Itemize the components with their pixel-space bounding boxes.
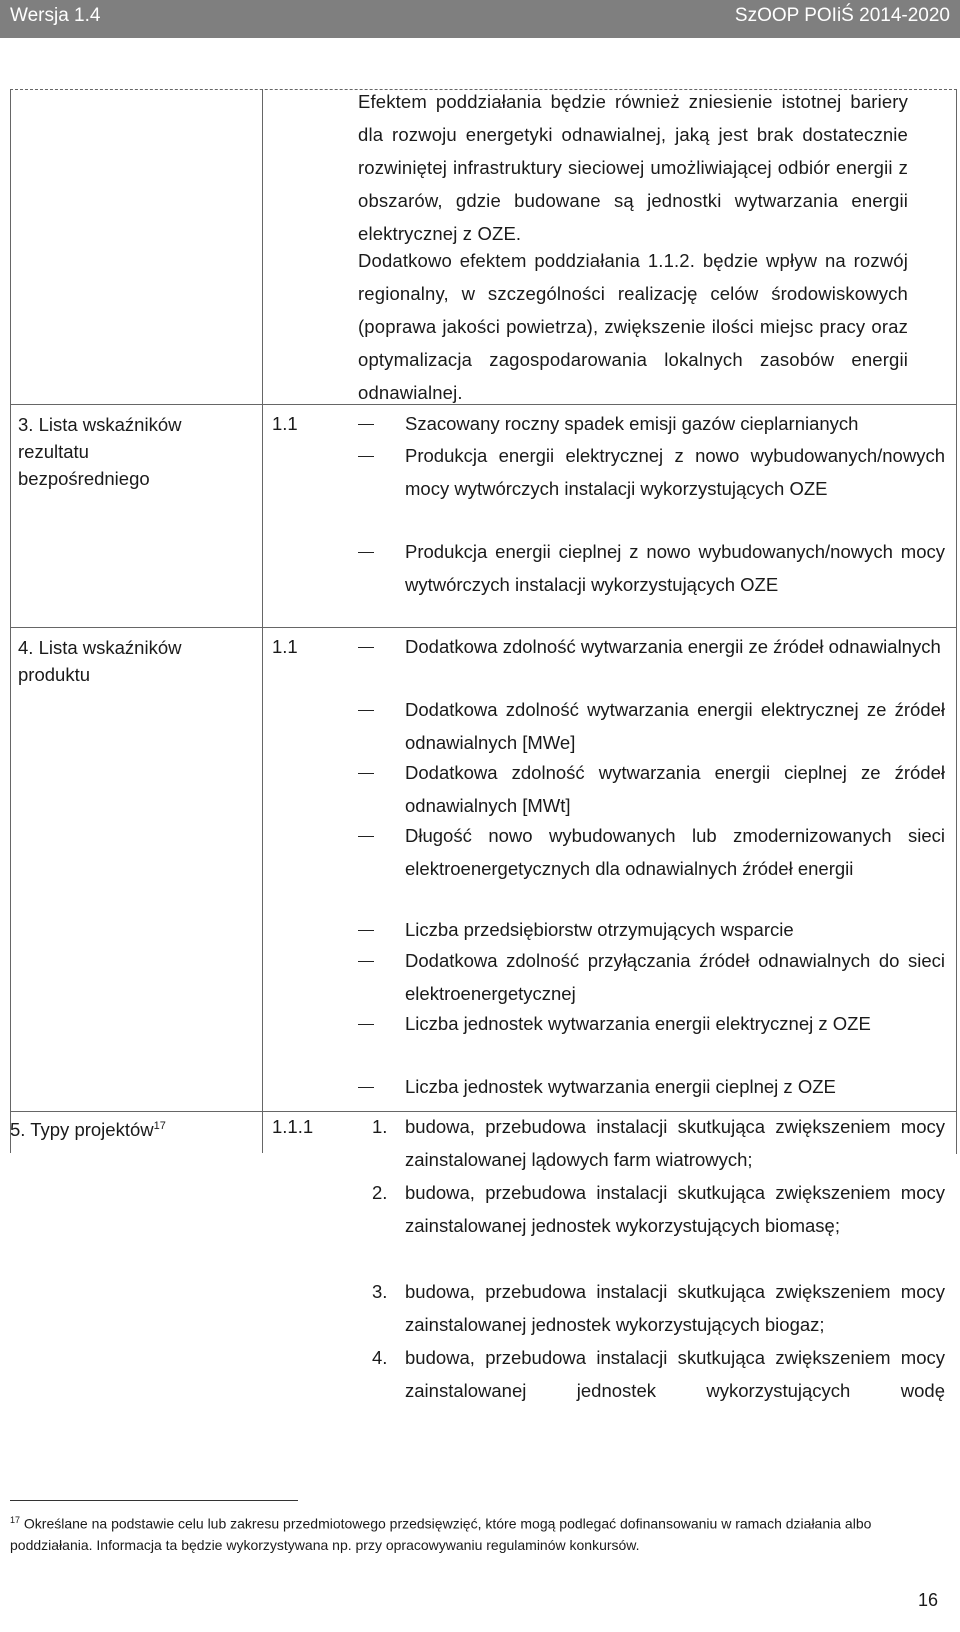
dash-bullet — [358, 1087, 374, 1088]
footnote-mark: 17 — [10, 1515, 21, 1525]
list-item: budowa, przebudowa instalacji skutkująca zwiększeniem mocy zainstalowanej jednostek wykorzystujących biogaz; — [405, 1281, 945, 1335]
section-number: 1.1 — [272, 413, 298, 434]
footnote-text: Określane na podstawie celu lub zakresu przedmiotowego przedsięwzięć, które mogą podlegać dofinansowaniu w ramach działania albo poddziałania. Informacja ta będzie wykorzystywana np. przy opracowywaniu regulaminów konkursów. — [10, 1515, 872, 1553]
intro-paragraph-1: Efektem poddziałania będzie również zniesienie istotnej bariery dla rozwoju energetyki odnawialnej, jaką jest brak dostatecznie rozwiniętej infrastruktury sieciowej umożliwiającej odbiór energii z obszarów, gdzie budowane są jednostki wytwarzania energii elektrycznej z OZE. — [358, 91, 908, 244]
page-number: 16 — [917, 1590, 938, 1610]
row-divider — [10, 627, 956, 628]
list-item-number: 1. — [372, 1116, 388, 1137]
table-column-divider — [262, 89, 263, 1153]
section-label-text: 5. Typy projektów — [10, 1119, 154, 1141]
list-item: budowa, przebudowa instalacji skutkująca zwiększeniem mocy zainstalowanej lądowych farm wiatrowych; — [405, 1116, 945, 1170]
list-item: budowa, przebudowa instalacji skutkująca zwiększeniem mocy zainstalowanej jednostek wykorzystujących biomasę; — [405, 1182, 945, 1236]
list-item: budowa, przebudowa instalacji skutkująca zwiększeniem mocy zainstalowanej jednostek wykorzystujących wodę — [405, 1347, 945, 1401]
section-label-product-indicators: 4. Lista wskaźników produktu — [18, 637, 182, 685]
document-version: Wersja 1.4 — [10, 5, 101, 26]
indicator-item: Liczba przedsiębiorstw otrzymujących wsparcie — [405, 919, 794, 940]
footnote-separator — [10, 1500, 298, 1501]
indicator-item: Produkcja energii elektrycznej z nowo wybudowanych/nowych mocy wytwórczych instalacji wykorzystujących OZE — [405, 445, 945, 499]
dash-bullet — [358, 961, 374, 962]
dash-bullet — [358, 710, 374, 711]
dash-bullet — [358, 773, 374, 774]
indicator-item: Szacowany roczny spadek emisji gazów cieplarnianych — [405, 413, 859, 434]
dash-bullet — [358, 552, 374, 553]
section-label-project-types — [10, 1113, 166, 1143]
section-number: 1.1 — [272, 636, 298, 657]
dash-bullet — [358, 836, 374, 837]
dash-bullet — [358, 647, 374, 648]
indicator-item: Liczba jednostek wytwarzania energii cieplnej z OZE — [405, 1076, 836, 1097]
indicator-item: Dodatkowa zdolność wytwarzania energii elektrycznej ze źródeł odnawialnych [MWe] — [405, 699, 945, 753]
footnote-reference[interactable]: 17 — [153, 1120, 166, 1132]
dash-bullet — [358, 424, 374, 425]
section-label-result-indicators: 3. Lista wskaźników rezultatu bezpośredniego — [18, 414, 182, 489]
dash-bullet — [358, 456, 374, 457]
document-title: SzOOP POIiŚ 2014-2020 — [734, 5, 950, 26]
section-number: 1.1.1 — [272, 1116, 314, 1137]
indicator-item: Liczba jednostek wytwarzania energii elektrycznej z OZE — [405, 1013, 871, 1034]
dash-bullet — [358, 1024, 374, 1025]
dash-bullet — [358, 930, 374, 931]
page-header — [0, 0, 960, 38]
indicator-item: Dodatkowa zdolność wytwarzania energii cieplnej ze źródeł odnawialnych [MWt] — [405, 762, 945, 816]
indicator-item: Długość nowo wybudowanych lub zmodernizowanych sieci elektroenergetycznych dla odnawialnych źródeł energii — [405, 825, 945, 879]
indicator-item: Dodatkowa zdolność przyłączania źródeł odnawialnych do sieci elektroenergetycznej — [405, 950, 945, 1004]
footnote — [10, 1510, 950, 1556]
list-item-number: 3. — [372, 1281, 388, 1302]
list-item-number: 4. — [372, 1347, 388, 1368]
intro-paragraph-2: Dodatkowo efektem poddziałania 1.1.2. będzie wpływ na rozwój regionalny, w szczególności realizację celów środowiskowych (poprawa jakości powietrza), zwiększenie ilości miejsc pracy oraz optymalizacja zagospodarowania lokalnych zasobów energii odnawialnej. — [358, 250, 908, 403]
list-item-number: 2. — [372, 1182, 388, 1203]
indicator-item: Dodatkowa zdolność wytwarzania energii ze źródeł odnawialnych — [405, 636, 941, 657]
table-border-left — [10, 89, 11, 1153]
indicator-item: Produkcja energii cieplnej z nowo wybudowanych/nowych mocy wytwórczych instalacji wykorzystujących OZE — [405, 541, 945, 595]
